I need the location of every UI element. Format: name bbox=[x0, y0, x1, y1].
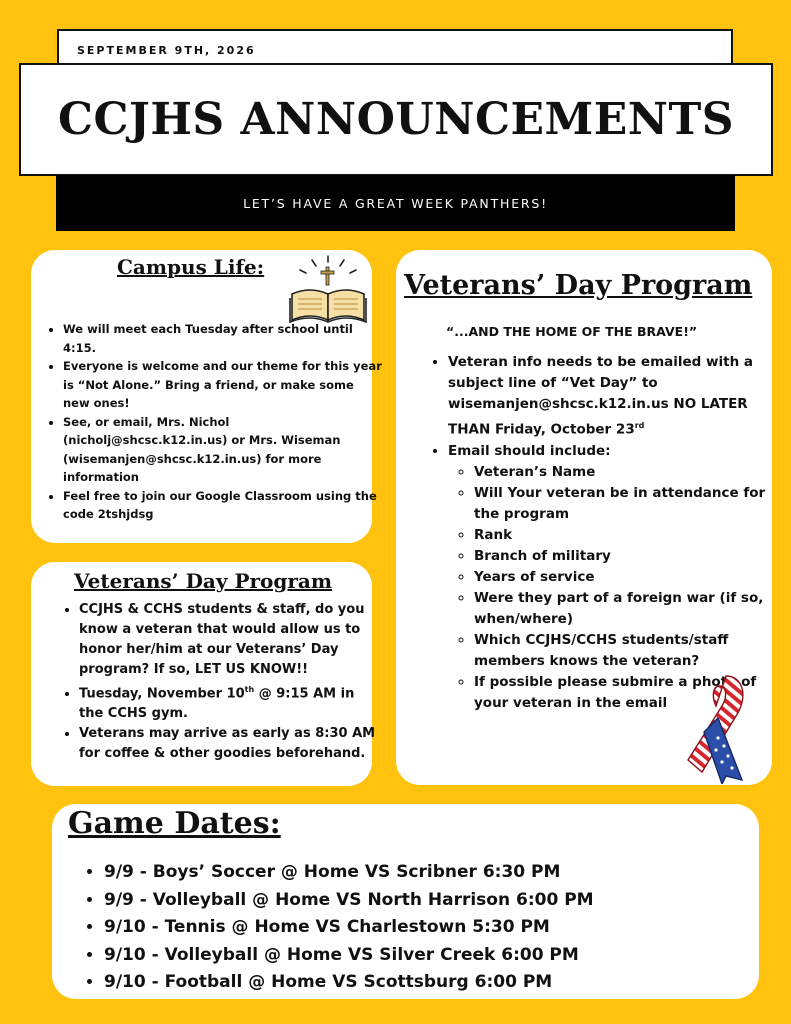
list-item bbox=[79, 680, 379, 724]
list-item: • Feel free to join our Google Classroom using the code 2tshjdsg bbox=[63, 487, 383, 524]
veterans-day-heading-large: Veterans’ Day Program bbox=[404, 270, 753, 301]
campus-life-heading: Campus Life: bbox=[117, 255, 265, 279]
list-item: • CCJHS & CCHS students & staff, do you know a veteran that would allow us to honor her/him at our Veterans’ Day program? If so, LET US KNOW!! bbox=[79, 600, 379, 680]
email-include-label: Email should include: bbox=[448, 442, 611, 459]
sub-list-item: ◦ Were they part of a foreign war (if so, when/where) bbox=[474, 588, 768, 630]
list-item: • 9/9 - Volleyball @ Home VS North Harrison 6:00 PM bbox=[104, 887, 764, 915]
campus-life-card bbox=[31, 250, 382, 543]
sub-list-item: ◦ Rank bbox=[474, 525, 768, 546]
anthem-quote: “...AND THE HOME OF THE BRAVE!” bbox=[446, 324, 698, 339]
ordinal-suffix: rd bbox=[634, 421, 645, 430]
program-date: Tuesday, November 10 bbox=[79, 686, 245, 702]
sub-list-item: ◦ Will Your veteran be in attendance for the program bbox=[474, 483, 768, 525]
game-dates-card bbox=[52, 804, 759, 999]
title-box bbox=[19, 63, 773, 176]
veterans-day-heading: Veterans’ Day Program bbox=[74, 569, 333, 593]
list-item: • 9/10 - Tennis @ Home VS Charlestown 5:30 PM bbox=[104, 914, 764, 942]
list-item: • We will meet each Tuesday after school until 4:15. bbox=[63, 320, 383, 357]
email-instructions: Veteran info needs to be emailed with a subject line of “Vet Day” to wisemanjen@shcsc.k12.in.us NO LATER THAN Friday, October 23 bbox=[448, 354, 753, 438]
list-item: • Everyone is welcome and our theme for this year is “Not Alone.” Bring a friend, or make some new ones! bbox=[63, 357, 383, 413]
sub-list-item: ◦ If possible please submire a photo of your veteran in the email bbox=[474, 672, 768, 714]
game-dates-list bbox=[84, 859, 764, 997]
open-bible-icon bbox=[286, 254, 370, 324]
game-dates-heading: Game Dates: bbox=[68, 806, 281, 841]
campus-life-list bbox=[47, 320, 383, 524]
list-item: • Veterans may arrive as early as 8:30 AM for coffee & other goodies beforehand. bbox=[79, 724, 379, 764]
announcement-date: SEPTEMBER 9TH, 2026 bbox=[77, 44, 256, 57]
sub-list-item: ◦ Branch of military bbox=[474, 546, 768, 567]
sub-list-item: ◦ Which CCJHS/CCHS students/staff members knows the veteran? bbox=[474, 630, 768, 672]
veterans-day-card-large bbox=[396, 250, 772, 785]
list-item: • 9/10 - Volleyball @ Home VS Silver Creek 6:00 PM bbox=[104, 942, 764, 970]
veterans-day-list bbox=[62, 600, 379, 764]
flag-ribbon-icon bbox=[682, 672, 758, 784]
ordinal-suffix: th bbox=[244, 685, 255, 694]
veterans-day-card-small bbox=[31, 562, 376, 786]
list-item bbox=[448, 352, 768, 441]
list-item: • See, or email, Mrs. Nichol (nicholj@shcsc.k12.in.us) or Mrs. Wiseman (wisemanjen@shcsc.k12.in.us) for more information bbox=[63, 413, 383, 487]
list-item: • 9/9 - Boys’ Soccer @ Home VS Scribner 6:30 PM bbox=[104, 859, 764, 887]
veteran-info-list bbox=[430, 352, 768, 714]
list-item: • 9/10 - Football @ Home VS Scottsburg 6:00 PM bbox=[104, 969, 764, 997]
tagline-text: LET’S HAVE A GREAT WEEK PANTHERS! bbox=[243, 195, 548, 211]
page-title: CCJHS ANNOUNCEMENTS bbox=[57, 94, 735, 145]
sub-list-item: ◦ Veteran’s Name bbox=[474, 462, 768, 483]
tagline-banner bbox=[56, 175, 735, 231]
sub-list-item: ◦ Years of service bbox=[474, 567, 768, 588]
program-location: @ 9:15 AM in the CCHS gym. bbox=[79, 686, 355, 722]
